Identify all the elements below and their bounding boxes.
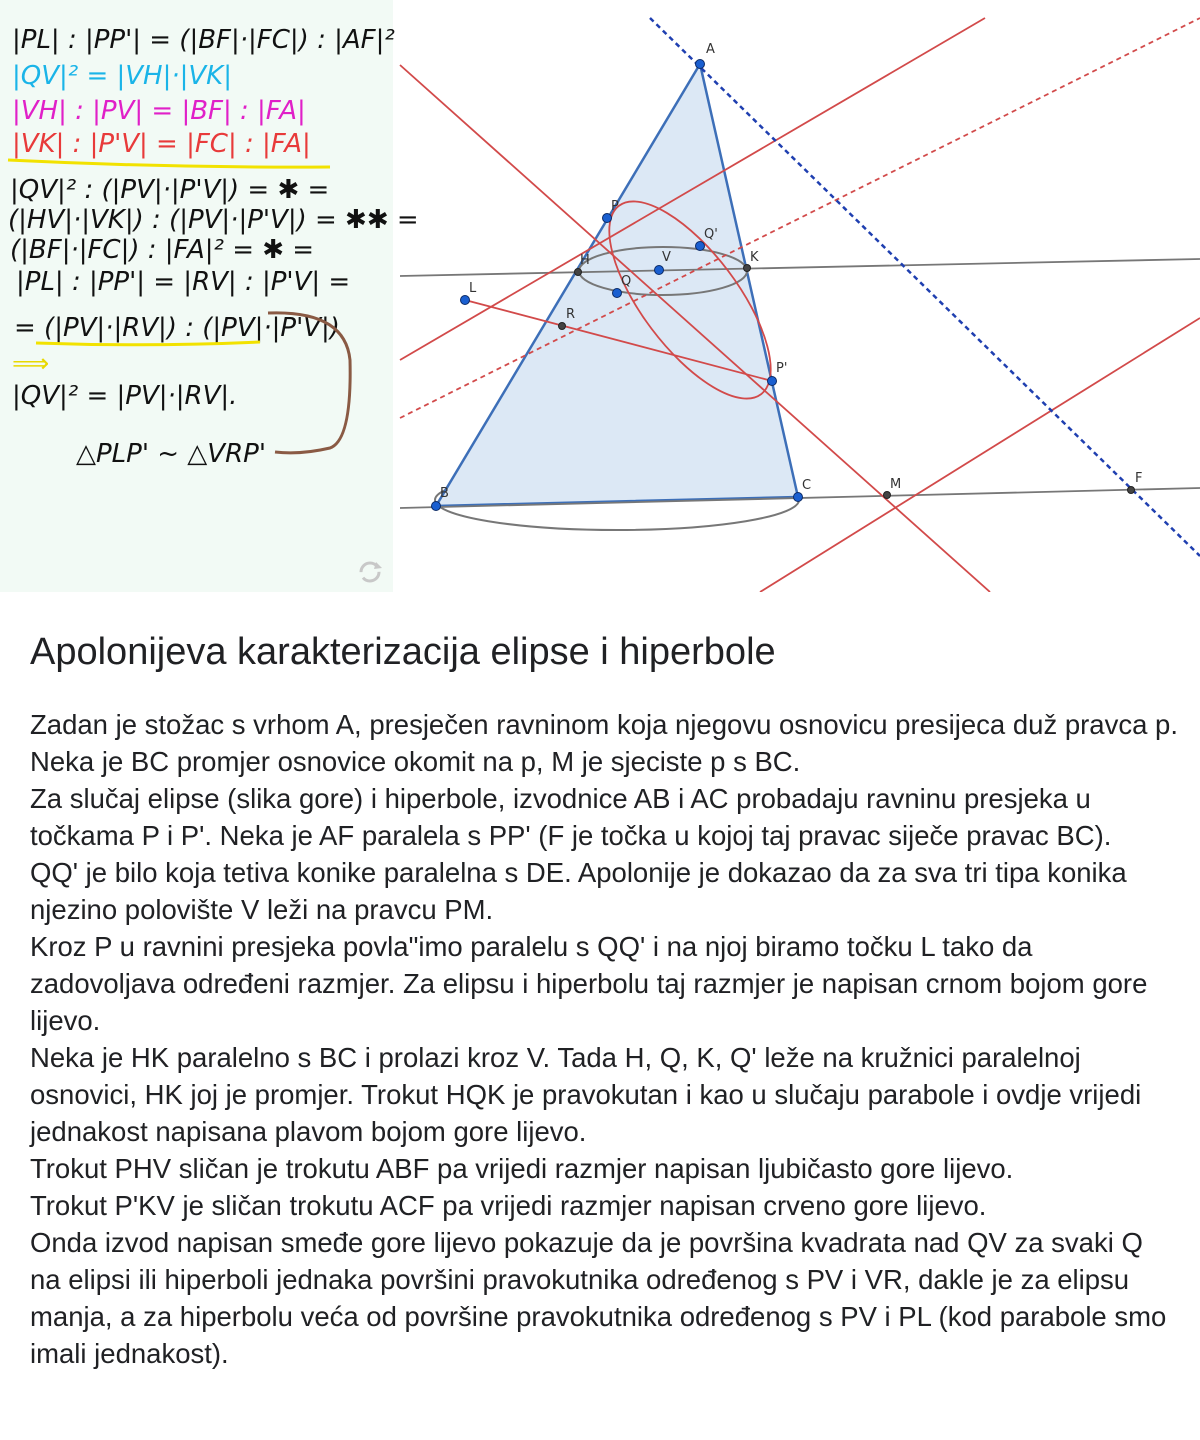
point-a[interactable] <box>696 60 705 69</box>
article-paragraph: Trokut P'KV je sličan trokutu ACF pa vrijedi razmjer napisan crveno gore lijevo. <box>30 1190 987 1221</box>
note-line-8: |PL| : |PP'| = |RV| : |P'V| = <box>16 267 351 297</box>
line-lower-right <box>760 318 1200 592</box>
note-implies-arrow: ⟹ <box>12 349 50 379</box>
point-q-prime[interactable] <box>696 242 705 251</box>
point-l[interactable] <box>461 296 470 305</box>
article-body <box>30 706 1180 1372</box>
article <box>30 628 1180 1372</box>
article-paragraph: Onda izvod napisan smeđe gore lijevo pokazuje da je površina kvadrata nad QV za svaki Q na elipsi ili hiperboli jednaka površini pravokutnika određenog s PV i VR, dakle je za elipsu manja, a za hiperbolu veća od površine pravokutnika određenog s PV i PL (kod parabole smo imali jednakost). <box>30 1227 1167 1369</box>
article-paragraph: Za slučaj elipse (slika gore) i hiperbole, izvodnice AB i AC probadaju ravninu presjeka u točkama P i P'. Neka je AF paralela s PP' (F je točka u kojoj taj pravac siječe pravac BC). <box>30 783 1112 851</box>
point-r[interactable] <box>559 323 566 330</box>
line-hk <box>400 259 1200 276</box>
label-h: H <box>580 253 590 268</box>
cone-triangle <box>436 64 798 506</box>
line-rv-dashed <box>400 18 1200 418</box>
note-line-9: = (|PV|·|RV|) : (|PV|·|P'V|) <box>14 313 340 343</box>
point-m[interactable] <box>884 492 891 499</box>
geometry-figure <box>0 0 1200 592</box>
label-l: L <box>469 281 477 296</box>
label-m: M <box>890 477 902 492</box>
article-title: Apolonijeva karakterizacija elipse i hiperbole <box>30 631 776 673</box>
point-p-prime[interactable] <box>768 377 777 386</box>
label-b: B <box>440 486 449 501</box>
label-k: K <box>750 250 759 265</box>
label-v: V <box>662 250 671 265</box>
label-p: P <box>611 199 619 214</box>
note-line-5: |QV|² : (|PV|·|P'V|) = ✱ = <box>10 175 330 205</box>
point-c[interactable] <box>794 493 803 502</box>
label-p-prime: P' <box>776 361 788 376</box>
note-line-2: |QV|² = |VH|·|VK| <box>12 61 232 91</box>
point-b[interactable] <box>432 502 441 511</box>
article-paragraph: Trokut PHV sličan je trokutu ABF pa vrijedi razmjer napisan ljubičasto gore lijevo. <box>30 1153 1014 1184</box>
label-a: A <box>706 42 715 57</box>
point-q[interactable] <box>613 289 622 298</box>
note-line-6: (|HV|·|VK|) : (|PV|·|P'V|) = ✱✱ = <box>8 205 419 235</box>
note-line-3: |VH| : |PV| = |BF| : |FA| <box>12 96 306 126</box>
point-p[interactable] <box>603 214 612 223</box>
label-c: C <box>802 478 812 493</box>
note-line-1: |PL| : |PP'| = (|BF|·|FC|) : |AF|² <box>12 25 395 55</box>
article-paragraph: Neka je HK paralelno s BC i prolazi kroz V. Tada H, Q, K, Q' leže na kružnici paralelnoj osnovici, HK joj je promjer. Trokut HQK je pravokutan i kao u slučaju parabole i ovdje vrijedi jednakost napisana plavom bojom gore lijevo. <box>30 1042 1142 1147</box>
point-v[interactable] <box>655 266 664 275</box>
article-paragraph: Zadan je stožac s vrhom A, presječen ravninom koja njegovu osnovicu presijeca duž pravca p. Neka je BC promjer osnovice okomit na p, M je sjeciste p s BC. <box>30 709 1178 777</box>
note-line-11: △PLP' ~ △VRP' <box>76 439 266 469</box>
point-k[interactable] <box>744 265 751 272</box>
note-line-10: |QV|² = |PV|·|RV|. <box>12 381 238 411</box>
article-paragraph: Kroz P u ravnini presjeka povla"imo paralelu s QQ' i na njoj biramo točku L tako da zadovoljava određeni razmjer. Za elipsu i hiperbolu taj razmjer je napisan crnom bojom gore lijevo. <box>30 931 1148 1036</box>
point-f[interactable] <box>1128 487 1135 494</box>
note-line-4: |VK| : |P'V| = |FC| : |FA| <box>12 129 311 159</box>
label-r: R <box>566 307 576 322</box>
article-paragraph: QQ' je bilo koja tetiva konike paralelna s DE. Apolonije je dokazao da za sva tri tipa konika njezino polovište V leži na pravcu PM. <box>30 857 1127 925</box>
label-q: Q <box>621 274 632 289</box>
label-f: F <box>1135 471 1143 486</box>
note-line-7: (|BF|·|FC|) : |FA|² = ✱ = <box>10 235 315 265</box>
point-h[interactable] <box>575 269 582 276</box>
label-q-prime: Q' <box>704 227 718 242</box>
